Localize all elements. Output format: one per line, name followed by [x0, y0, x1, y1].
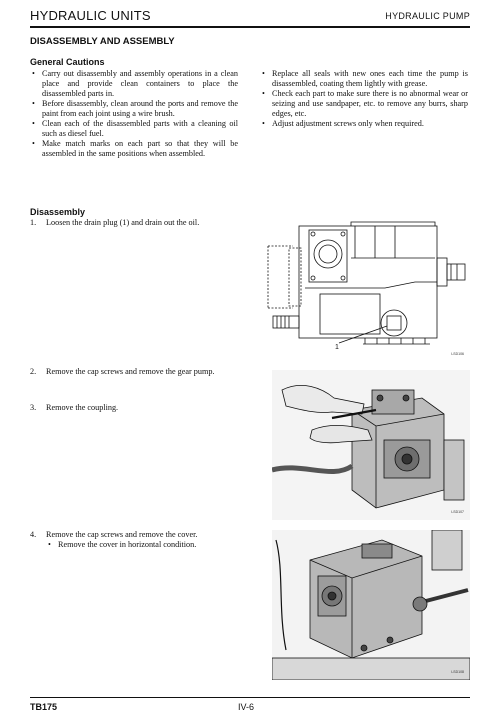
- step-text: Remove the coupling.: [46, 403, 119, 412]
- figure-code: LSD106: [451, 352, 464, 356]
- step-number: 3.: [30, 403, 37, 412]
- step-2: [30, 367, 236, 377]
- step-note: • Remove the cover in horizontal condition.: [30, 540, 242, 550]
- figure-pump-drain-plug: [265, 218, 470, 360]
- header-rule: [30, 26, 470, 28]
- step-1: [30, 218, 242, 228]
- header-chapter-title: HYDRAULIC UNITS: [30, 8, 151, 23]
- callout-1: 1: [335, 344, 339, 351]
- footer-model: TB175: [30, 702, 58, 712]
- general-cautions-heading: General Cautions: [30, 57, 105, 67]
- section-title: DISASSEMBLY AND ASSEMBLY: [30, 36, 175, 47]
- caution-item: • Before disassembly, clean around the ports and remove the paint from each joint using a wire brush.: [32, 99, 238, 119]
- header-section-title: HYDRAULIC PUMP: [385, 11, 470, 21]
- step-4: [30, 530, 242, 550]
- page-header: [30, 8, 470, 28]
- cover-removal-photo-illustration: [272, 530, 470, 680]
- gear-pump-photo-illustration: [272, 370, 470, 520]
- caution-item: • Check each part to make sure there is no abnormal wear or seizing and use sandpaper, etc. to remove any burrs, sharp edges, etc.: [262, 89, 468, 119]
- step-text: Remove the cap screws and remove the gear pump.: [46, 367, 215, 376]
- disassembly-heading: Disassembly: [30, 207, 86, 217]
- step-text: Loosen the drain plug (1) and drain out the oil.: [46, 218, 200, 227]
- step-number: 4.: [30, 530, 37, 539]
- cautions-list-left: [32, 69, 238, 159]
- cautions-list-right: [262, 69, 468, 129]
- caution-item: • Make match marks on each part so that they will be assembled in the same positions when assembled.: [32, 139, 238, 159]
- caution-item: • Carry out disassembly and assembly operations in a clean place and provide clean containers to place the disassembled parts in.: [32, 69, 238, 99]
- figure-remove-cover: [272, 530, 470, 680]
- pump-line-drawing: [265, 218, 470, 360]
- figure-code: LSD107: [451, 510, 464, 514]
- figure-remove-gear-pump: [272, 370, 470, 520]
- caution-item: • Adjust adjustment screws only when required.: [262, 119, 468, 129]
- caution-item: • Replace all seals with new ones each time the pump is disassembled, coating them lightly with grease.: [262, 69, 468, 89]
- step-number: 1.: [30, 218, 37, 227]
- figure-code: LSD108: [451, 670, 464, 674]
- step-3: [30, 403, 242, 413]
- step-text: Remove the cap screws and remove the cover.: [46, 530, 198, 539]
- step-number: 2.: [30, 367, 37, 376]
- footer-page-number: IV-6: [238, 702, 255, 712]
- caution-item: • Clean each of the disassembled parts with a cleaning oil such as diesel fuel.: [32, 119, 238, 139]
- footer-rule: [30, 697, 470, 698]
